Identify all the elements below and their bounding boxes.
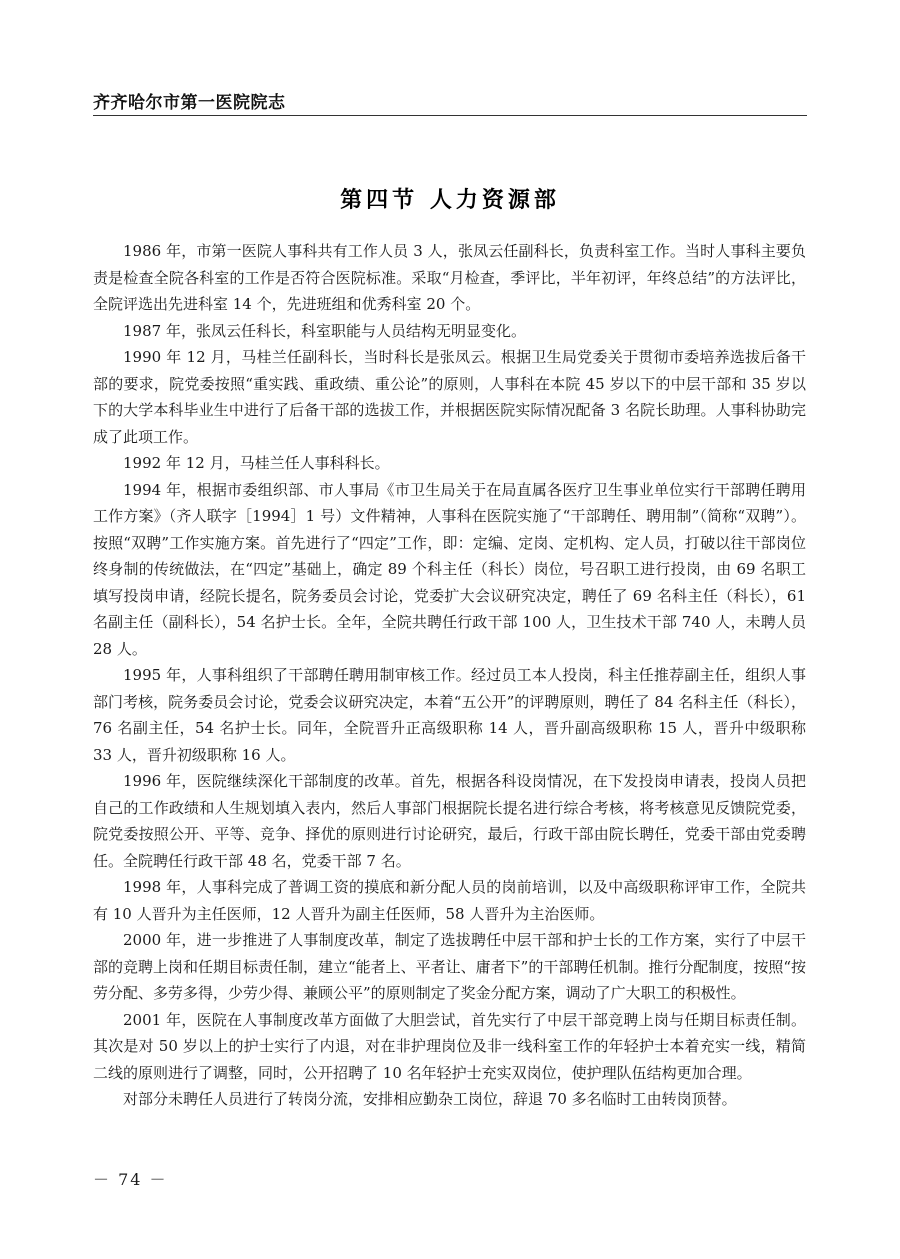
body-text [93, 238, 806, 1113]
page-number: － 74 － [93, 1170, 168, 1189]
paragraph: 1994 年，根据市委组织部、市人事局《市卫生局关于在局直属各医疗卫生事业单位实行干部聘任聘用工作方案》（齐人联字［1994］1 号）文件精神，人事科在医院实施了“干部聘任、聘用制”（简称“双聘”）。按照“双聘”工作实施方案。首先进行了“四定”工作，即：定编、定岗、定机构、定人员，打破以往干部岗位终身制的传统做法，在“四定”基础上，确定 89 个科主任（科长）岗位，号召职工进行投岗，由 69 名职工填写投岗申请，经院长提名，院务委员会讨论，党委扩大会议研究决定，聘任了 69 名科主任（科长），61 名副主任（副科长），54 名护士长。全年，全院共聘任行政干部 100 人，卫生技术干部 740 人，未聘人员 28 人。 [93, 480, 806, 658]
paragraph: 对部分未聘任人员进行了转岗分流，安排相应勤杂工岗位，辞退 70 多名临时工由转岗顶替。 [123, 1090, 737, 1108]
paragraph: 1996 年，医院继续深化干部制度的改革。首先，根据各科设岗情况，在下发投岗申请表，投岗人员把自己的工作政绩和人生规划填入表内，然后人事部门根据院长提名进行综合考核，将考核意见反馈院党委，院党委按照公开、平等、竞争、择优的原则进行讨论研究，最后，行政干部由院长聘任，党委干部由党委聘任。全院聘任行政干部 48 名，党委干部 7 名。 [93, 772, 806, 870]
header-rule [93, 115, 807, 116]
paragraph: 1990 年 12 月，马桂兰任副科长，当时科长是张凤云。根据卫生局党委关于贯彻市委培养选拔后备干部的要求，院党委按照“重实践、重政绩、重公论”的原则，人事科在本院 45 岁以下的中层干部和 35 岁以下的大学本科毕业生中进行了后备干部的选拔工作，并根据医院实际情况配备 3 名院长助理。人事科协助完成了此项工作。 [93, 348, 806, 446]
paragraph: 1998 年，人事科完成了普调工资的摸底和新分配人员的岗前培训，以及中高级职称评审工作，全院共有 10 人晋升为主任医师，12 人晋升为副主任医师，58 人晋升为主治医师。 [93, 878, 806, 923]
paragraph: 1992 年 12 月，马桂兰任人事科科长。 [123, 454, 390, 472]
paragraph: 1987 年，张凤云任科长，科室职能与人员结构无明显变化。 [123, 321, 526, 340]
paragraph: 2001 年，医院在人事制度改革方面做了大胆尝试，首先实行了中层干部竞聘上岗与任期目标责任制。其次是对 50 岁以上的护士实行了内退，对在非护理岗位及非一线科室工作的年轻护士本着充实一线，精简二线的原则进行了调整，同时，公开招聘了 10 名年轻护士充实双岗位，使护理队伍结构更加合理。 [93, 1010, 806, 1082]
running-header-title: 齐齐哈尔市第一医院院志 [93, 93, 286, 113]
paragraph: 1986 年，市第一医院人事科共有工作人员 3 人，张凤云任副科长，负责科室工作。当时人事科主要负责是检查全院各科室的工作是否符合医院标准。采取“月检查，季评比，半年初评，年终总结”的方法评比，全院评选出先进科室 14 个，先进班组和优秀科室 20 个。 [93, 242, 806, 313]
paragraph: 2000 年，进一步推进了人事制度改革，制定了选拔聘任中层干部和护士长的工作方案，实行了中层干部的竞聘上岗和任期目标责任制，建立“能者上、平者让、庸者下”的干部聘任机制。推行分配制度，按照“按劳分配、多劳多得，少劳少得、兼顾公平”的原则制定了奖金分配方案，调动了广大职工的积极性。 [93, 931, 807, 1002]
paragraph: 1995 年，人事科组织了干部聘任聘用制审核工作。经过员工本人投岗，科主任推荐副主任，组织人事部门考核，院务委员会讨论，党委会议研究决定，本着“五公开”的评聘原则，聘任了 84 名科主任（科长），76 名副主任，54 名护士长。同年，全院晋升正高级职称 14 人，晋升副高级职称 15 人，晋升中级职称 33 人，晋升初级职称 16 人。 [93, 666, 806, 764]
section-title: 第四节 人力资源部 [340, 187, 560, 213]
